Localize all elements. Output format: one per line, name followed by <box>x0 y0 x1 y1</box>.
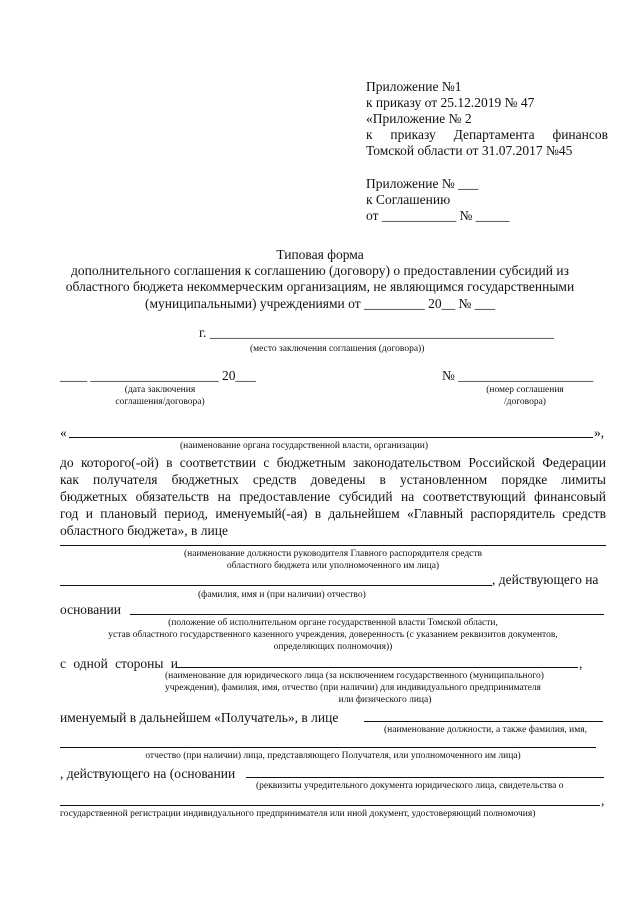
rep-acting: , действующего на <box>492 572 599 587</box>
number-caption-1: (номер соглашения <box>486 385 564 395</box>
recipient-rule <box>364 721 603 722</box>
title-line-4: (муниципальными) учреждениями от _________ 20__ № ___ <box>145 296 495 311</box>
fio-rule <box>60 585 492 586</box>
rep-caption-2: областного бюджета или уполномоченного им лица) <box>226 561 440 571</box>
recipient-caption-right: (наименование должности, а также фамилия, имя, <box>384 725 587 735</box>
party-caption-3: или физического лица) <box>338 695 432 705</box>
place-line: г. ___________________________________________________ <box>199 325 555 340</box>
header-line-2: к приказу от 25.12.2019 № 47 <box>366 95 535 110</box>
party-caption-2: учреждения), фамилия, имя, отчество (при наличии) для индивидуального предпринимателя <box>165 683 541 693</box>
party-caption-1: (наименование для юридического лица (за исключением государственного (муниципального) <box>165 671 544 681</box>
rep-caption-1: (наименование должности руководителя Главного распорядителя средств <box>183 549 483 559</box>
number-caption-2: /договора) <box>504 397 546 407</box>
recipient-label: именуемый в дальнейшем «Получатель», в лице <box>60 710 339 725</box>
date-caption-2: соглашения/договора) <box>115 397 205 407</box>
fio-caption: (фамилия, имя и (при наличии) отчество) <box>198 590 366 600</box>
body-line-2: как получателя бюджетных средств доведены в установленном порядке лимиты <box>60 472 606 487</box>
organ-caption: (наименование органа государственной власти, организации) <box>180 441 429 451</box>
party-rule <box>176 667 578 668</box>
header-line-1: Приложение №1 <box>366 79 462 94</box>
attachment-line-1: Приложение № ___ <box>366 176 479 191</box>
rep-rule <box>60 545 606 546</box>
date-caption-1: (дата заключения <box>124 385 196 395</box>
header-line-5: Томской области от 31.07.2017 №45 <box>366 143 573 158</box>
organ-close-quote: », <box>594 425 605 440</box>
title-line-2: дополнительного соглашения к соглашению (договору) о предоставлении субсидий из <box>71 263 569 278</box>
number-line: № ____________________ <box>442 368 594 383</box>
body-line-1: до которого(-ой) в соответствии с бюджетным законодательством Российской Федерации <box>60 455 606 470</box>
attachment-line-2: к Соглашению <box>366 192 451 207</box>
party-trail: , <box>579 656 583 671</box>
body-line-5: областного бюджета», в лице <box>60 523 228 538</box>
place-caption: (место заключения соглашения (договора)) <box>250 344 425 354</box>
date-line: ____ ___________________ 20___ <box>60 368 256 383</box>
acting2-rule <box>246 777 604 778</box>
acting2-trail: , <box>601 793 605 808</box>
organ-open-quote: « <box>60 425 67 440</box>
acting2-label: , действующего на (основании <box>60 766 236 781</box>
recipient-caption-next: отчество (при наличии) лица, представляющего Получателя, или уполномоченного им лица) <box>145 751 521 761</box>
body-line-4: год и плановый период, именуемый(-ая) в дальнейшем «Главный распорядитель средств <box>60 506 606 521</box>
title-line-3: областного бюджета некоммерческим организациям, не являющимся государственными <box>65 279 575 294</box>
basis-caption-1: (положение об исполнительном органе государственной власти Томской области, <box>168 618 498 628</box>
organ-rule <box>69 437 593 438</box>
acting2-rule-2 <box>60 805 600 806</box>
attachment-line-3: от ___________ № _____ <box>366 208 510 223</box>
acting2-caption-1: (реквизиты учредительного документа юридического лица, свидетельства о <box>256 781 564 791</box>
basis-caption-2: устав областного государственного казенного учреждения, доверенность (с указанием реквизитов документов, <box>108 630 558 640</box>
body-line-3: бюджетных обязательств на предоставление субсидий на соответствующий финансовый <box>60 489 606 504</box>
party-label: с одной стороны и <box>60 656 179 671</box>
title-line-1: Типовая форма <box>276 247 364 262</box>
acting2-caption-2: государственной регистрации индивидуального предпринимателя или иной документ, удостоверяющий полномочия) <box>60 809 536 819</box>
header-line-3: «Приложение № 2 <box>366 111 472 126</box>
basis-caption-3: определяющих полномочия)) <box>273 642 393 652</box>
basis-rule <box>130 614 604 615</box>
recipient-rule-2 <box>60 747 596 748</box>
header-line-4: к приказу Департамента финансов <box>366 127 608 142</box>
basis-label: основании <box>60 602 121 617</box>
